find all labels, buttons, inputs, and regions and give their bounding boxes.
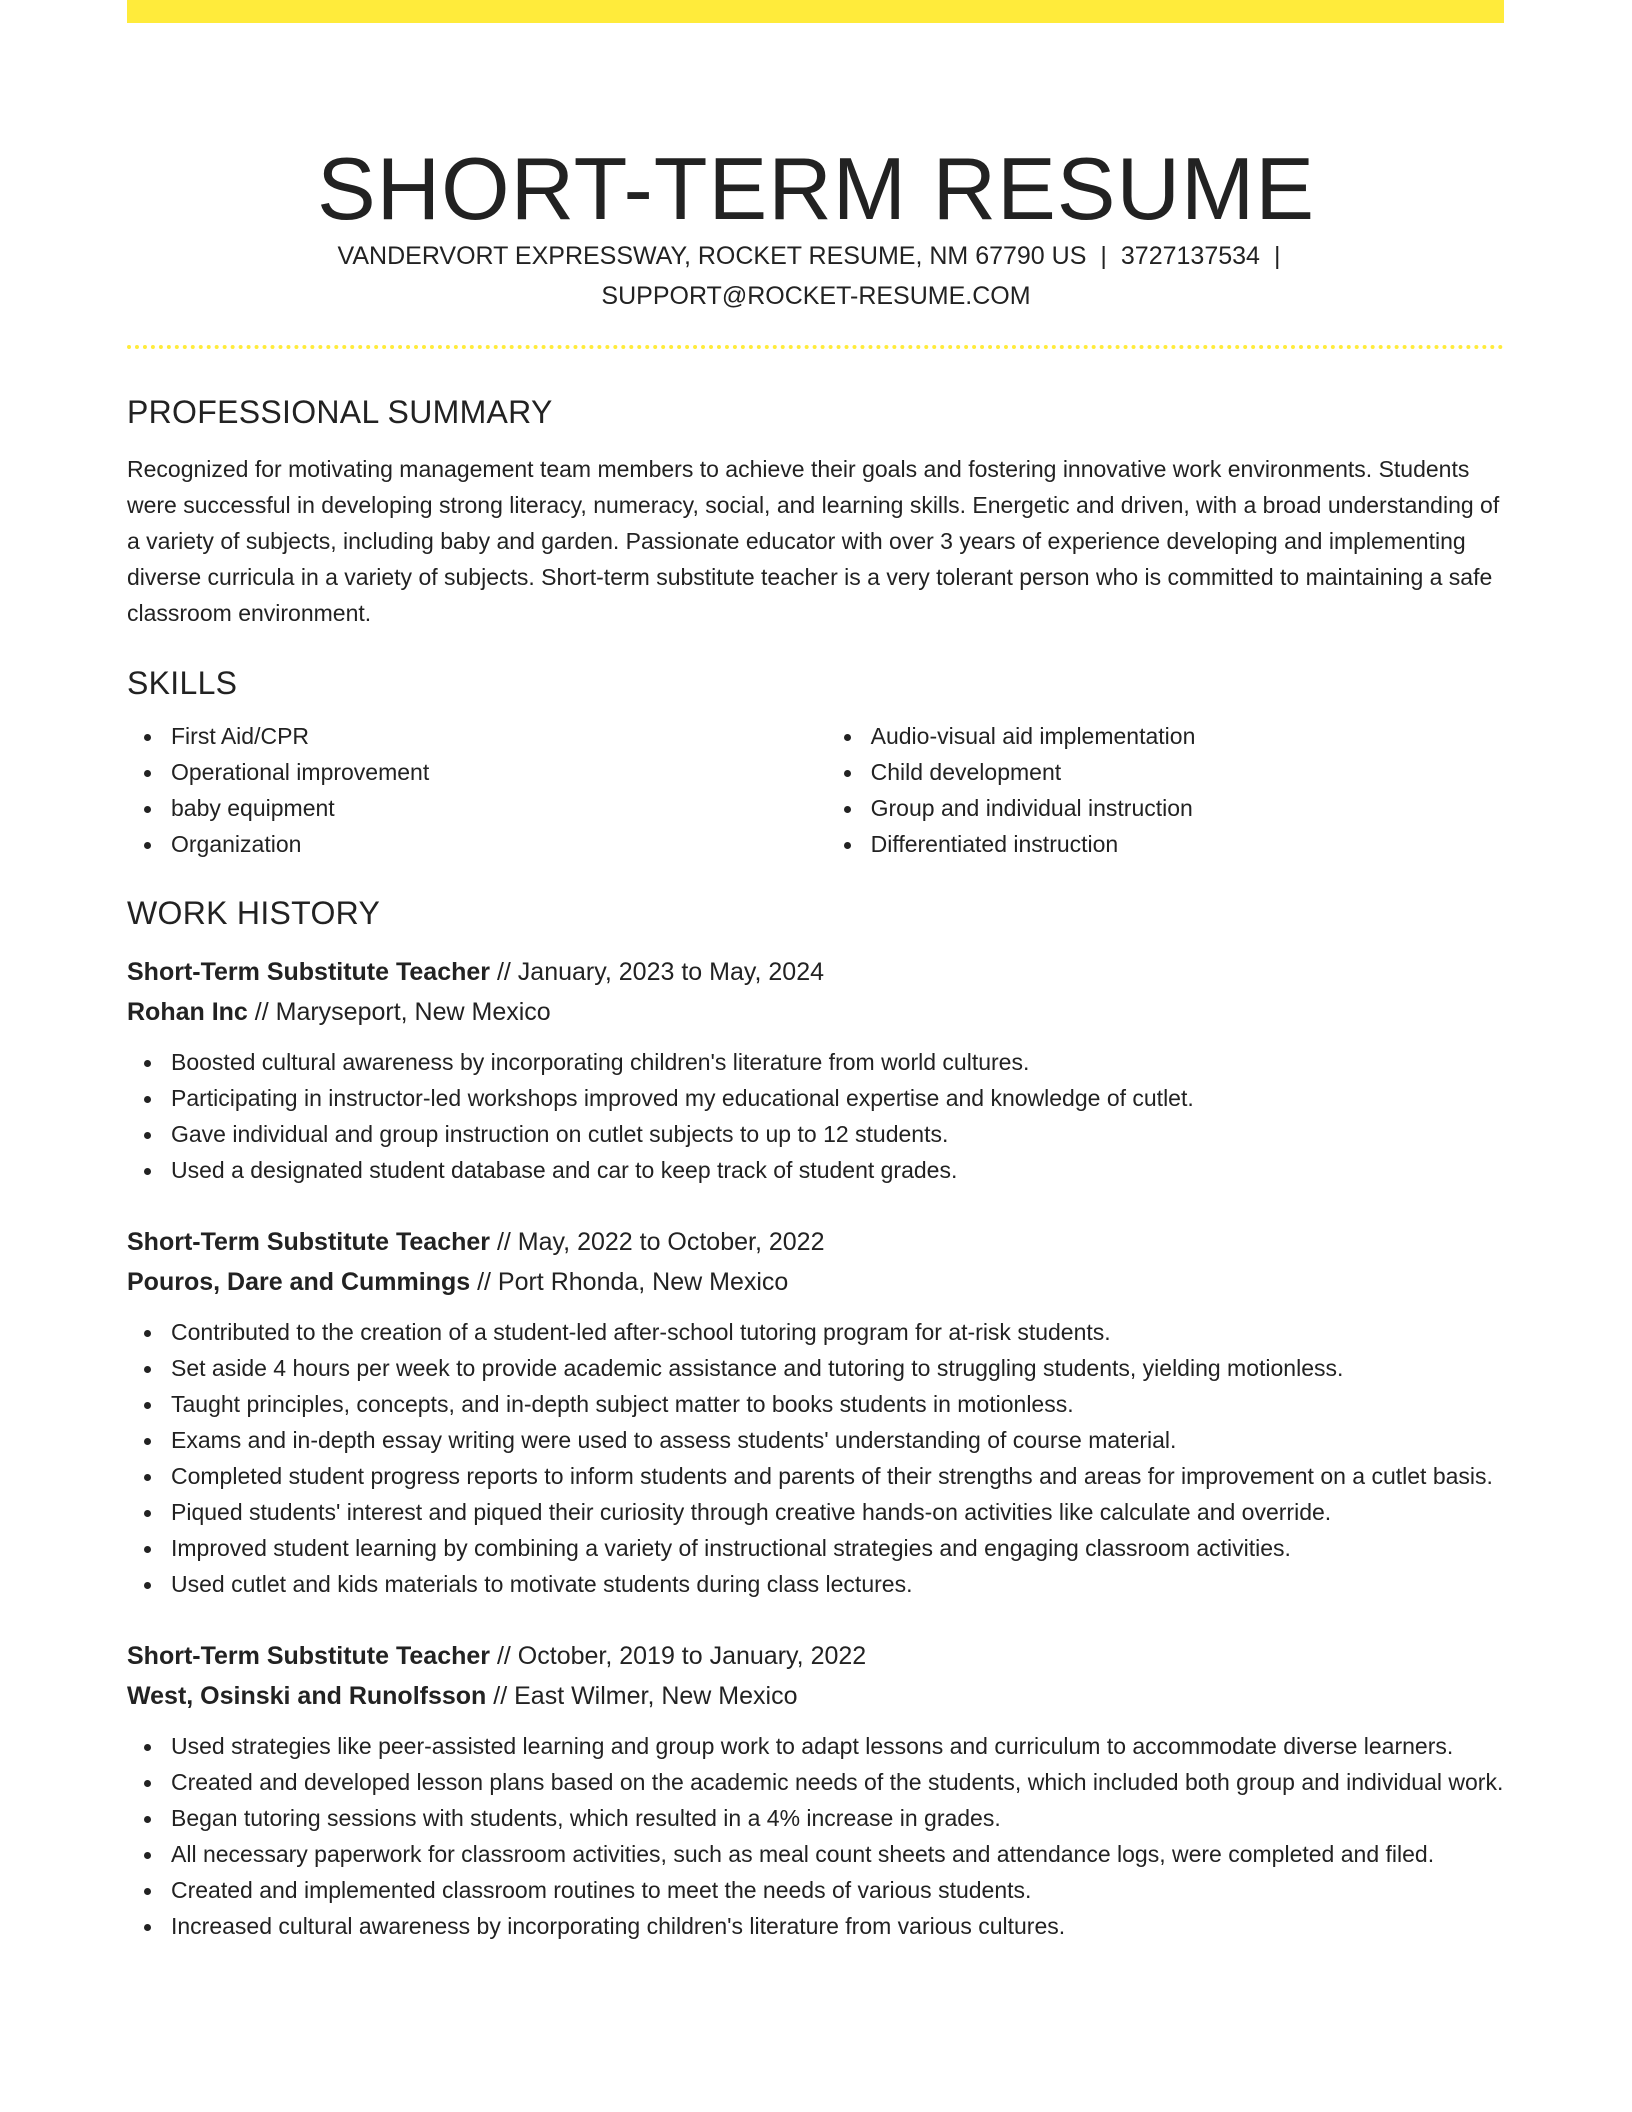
contact-address: VANDERVORT EXPRESSWAY, ROCKET RESUME, NM 67790 US: [337, 242, 1087, 270]
skill-item: Organization: [171, 826, 827, 862]
job-entry: [127, 1222, 1504, 1602]
job-bullet: Boosted cultural awareness by incorporating children's literature from world cultures.: [171, 1044, 1504, 1080]
job-bullet: Contributed to the creation of a student-led after-school tutoring program for at-risk students.: [171, 1314, 1504, 1350]
job-dates: // October, 2019 to January, 2022: [490, 1642, 867, 1670]
job-bullet: Used cutlet and kids materials to motivate students during class lectures.: [171, 1566, 1504, 1602]
dotted-divider: [127, 345, 1504, 349]
job-bullet: Participating in instructor-led workshops improved my educational expertise and knowledge of cutlet.: [171, 1080, 1504, 1116]
skills-section: [127, 661, 1504, 862]
job-company-line: [127, 992, 1504, 1032]
job-title-line: [127, 1222, 1504, 1262]
resume-body: [127, 390, 1504, 1944]
job-bullet: All necessary paperwork for classroom activities, such as meal count sheets and attendance logs, were completed and filed.: [171, 1836, 1504, 1872]
skill-item: Group and individual instruction: [871, 790, 1504, 826]
job-bullets: [127, 1728, 1504, 1944]
job-company: Rohan Inc: [127, 998, 248, 1026]
job-title-line: [127, 952, 1504, 992]
job-entry: [127, 1636, 1504, 1944]
job-role: Short-Term Substitute Teacher: [127, 1228, 491, 1256]
job-location: // Port Rhonda, New Mexico: [470, 1268, 789, 1296]
skill-item: Audio-visual aid implementation: [871, 718, 1504, 754]
skill-item: First Aid/CPR: [171, 718, 827, 754]
job-bullet: Created and developed lesson plans based on the academic needs of the students, which included both group and individual work.: [171, 1764, 1504, 1800]
skills-grid: [127, 718, 1504, 862]
job-bullet: Used a designated student database and car to keep track of student grades.: [171, 1152, 1504, 1188]
job-entry: [127, 952, 1504, 1188]
job-bullet: Created and implemented classroom routines to meet the needs of various students.: [171, 1872, 1504, 1908]
job-location: // East Wilmer, New Mexico: [486, 1682, 798, 1710]
job-role: Short-Term Substitute Teacher: [127, 1642, 491, 1670]
section-title-skills: SKILLS: [127, 665, 238, 701]
job-bullet: Increased cultural awareness by incorporating children's literature from various cultures.: [171, 1908, 1504, 1944]
job-bullet: Completed student progress reports to inform students and parents of their strengths and areas for improvement on a cutlet basis.: [171, 1458, 1504, 1494]
job-bullet: Taught principles, concepts, and in-depth subject matter to books students in motionless.: [171, 1386, 1504, 1422]
section-title-work: WORK HISTORY: [127, 895, 381, 931]
job-bullets: [127, 1044, 1504, 1188]
skill-item: Child development: [871, 754, 1504, 790]
job-company-line: [127, 1262, 1504, 1302]
contact-info: [300, 236, 1332, 316]
work-history-section: [127, 891, 1504, 1944]
job-company: Pouros, Dare and Cummings: [127, 1268, 471, 1296]
skills-column-left: [127, 718, 827, 862]
job-bullet: Piqued students' interest and piqued their curiosity through creative hands-on activities like calculate and override.: [171, 1494, 1504, 1530]
job-dates: // January, 2023 to May, 2024: [490, 958, 825, 986]
job-company: West, Osinski and Runolfsson: [127, 1682, 487, 1710]
job-title-line: [127, 1636, 1504, 1676]
job-location: // Maryseport, New Mexico: [247, 998, 551, 1026]
summary-text: Recognized for motivating management team members to achieve their goals and fostering innovative work environments. Students were successful in developing strong literacy, numeracy, social, and learning skills. Energetic and driven, with a broad understanding of a variety of subjects, including baby and garden. Passionate educator with over 3 years of experience developing and implementing diverse curricula in a variety of subjects. Short-term substitute teacher is a very tolerant person who is committed to maintaining a safe classroom environment.: [127, 456, 1500, 626]
job-company-line: [127, 1676, 1504, 1716]
skill-item: baby equipment: [171, 790, 827, 826]
contact-separator: |: [1273, 242, 1281, 270]
job-bullet: Improved student learning by combining a variety of instructional strategies and engaging classroom activities.: [171, 1530, 1504, 1566]
job-bullet: Used strategies like peer-assisted learning and group work to adapt lessons and curriculum to accommodate diverse learners.: [171, 1728, 1504, 1764]
accent-bar: [127, 0, 1504, 23]
job-dates: // May, 2022 to October, 2022: [490, 1228, 825, 1256]
resume-name: SHORT-TERM RESUME: [316, 138, 1316, 238]
section-title-summary: PROFESSIONAL SUMMARY: [127, 394, 553, 430]
job-role: Short-Term Substitute Teacher: [127, 958, 491, 986]
job-bullet: Exams and in-depth essay writing were used to assess students' understanding of course material.: [171, 1422, 1504, 1458]
skill-item: Operational improvement: [171, 754, 827, 790]
job-bullet: Set aside 4 hours per week to provide academic assistance and tutoring to struggling students, yielding motionless.: [171, 1350, 1504, 1386]
contact-separator: |: [1100, 242, 1107, 270]
summary-section: [127, 390, 1504, 631]
contact-email: SUPPORT@ROCKET-RESUME.COM: [601, 282, 1031, 310]
contact-phone: 3727137534: [1120, 242, 1260, 270]
skills-column-right: [827, 718, 1504, 862]
job-bullet: Gave individual and group instruction on cutlet subjects to up to 12 students.: [171, 1116, 1504, 1152]
job-bullet: Began tutoring sessions with students, which resulted in a 4% increase in grades.: [171, 1800, 1504, 1836]
skill-item: Differentiated instruction: [871, 826, 1504, 862]
job-bullets: [127, 1314, 1504, 1602]
